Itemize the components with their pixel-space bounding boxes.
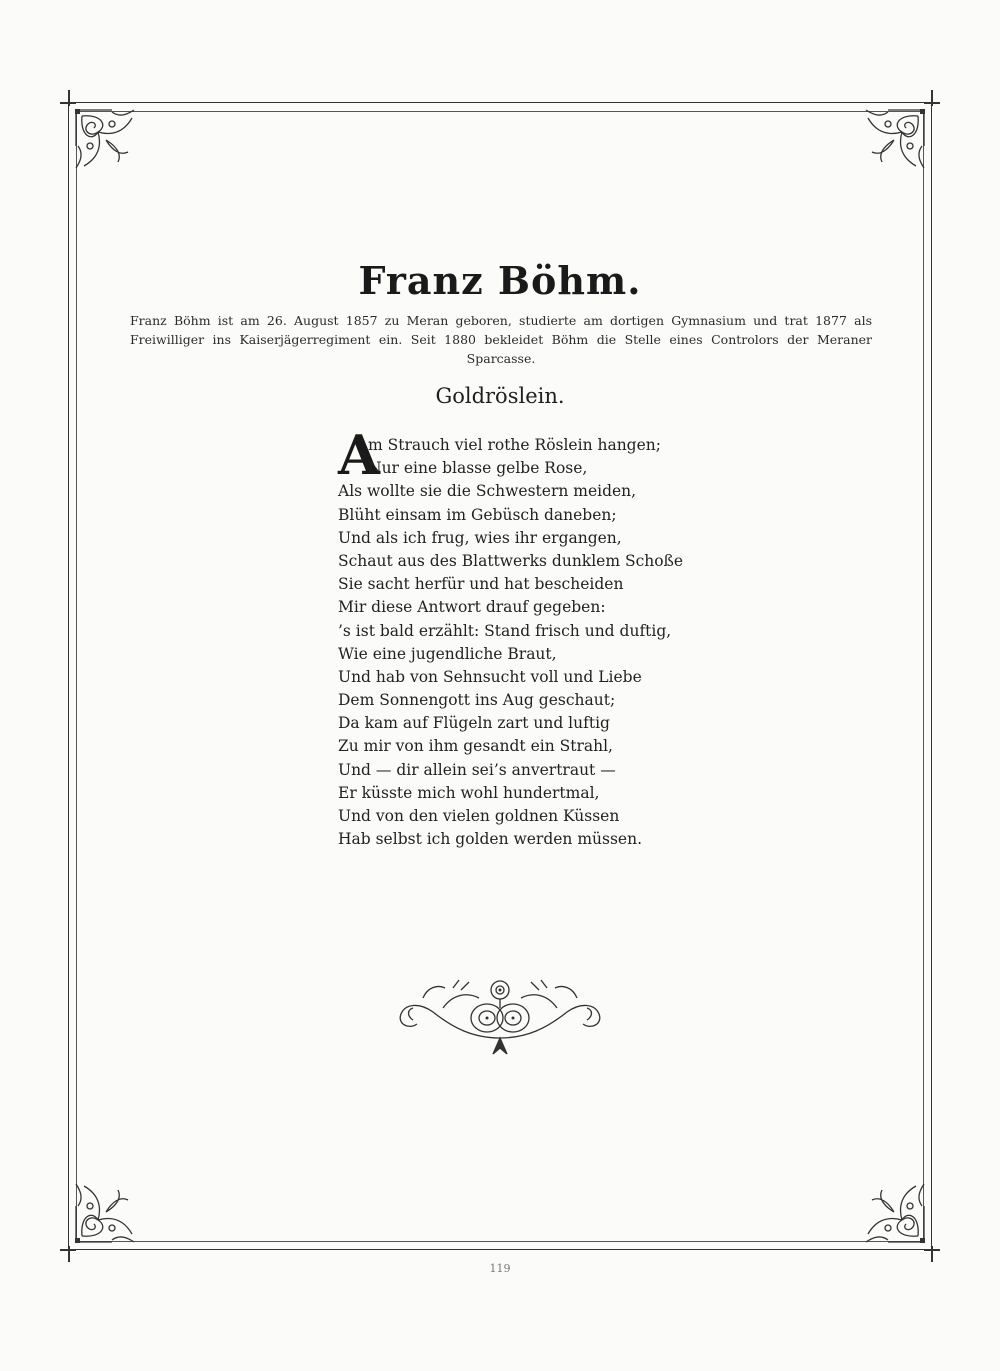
poem-line: Als wollte sie die Schwestern meiden,: [338, 482, 637, 501]
border-tick: [68, 1246, 70, 1262]
corner-ornament-icon: [72, 106, 150, 184]
poem-line: Und hab von Sehnsucht voll und Liebe: [338, 667, 642, 686]
floral-vignette-icon: [383, 968, 617, 1060]
page-title: Franz Böhm.: [358, 258, 642, 303]
border-tick: [68, 90, 70, 106]
poem-line: ’s ist bald erzählt: Stand frisch und duftig,: [338, 621, 672, 640]
poem-line: Sie sacht herfür und hat bescheiden: [338, 575, 624, 594]
poem-line: m Strauch viel rothe Röslein hangen;: [368, 436, 661, 454]
border-tick: [931, 90, 933, 106]
poem-line: Hab selbst ich golden werden müssen.: [338, 830, 643, 849]
poem-line: Zu mir von ihm gesandt ein Strahl,: [338, 737, 613, 756]
corner-ornament-icon: [72, 1168, 150, 1246]
poem-line: Er küsste mich wohl hundertmal,: [338, 783, 600, 802]
poem-line: Blüht einsam im Gebüsch daneben;: [338, 505, 617, 524]
poem-line: Und als ich frug, wies ihr ergangen,: [338, 528, 622, 547]
corner-ornament-icon: [850, 1168, 928, 1246]
border-tick: [931, 1246, 933, 1262]
poem-body: [338, 434, 758, 851]
poem-title: Goldröslein.: [435, 384, 565, 408]
poem-line: Wie eine jugendliche Braut,: [338, 644, 557, 663]
poem-line: Und — dir allein sei’s anvertraut —: [338, 760, 616, 779]
poem-line: Da kam auf Flügeln zart und luftig: [338, 714, 610, 733]
poem-line: Und von den vielen goldnen Küssen: [338, 807, 620, 825]
drop-cap: A: [338, 423, 380, 487]
poem-line: Nur eine blasse gelbe Rose,: [368, 459, 588, 478]
corner-ornament-icon: [850, 106, 928, 184]
poem-line: Dem Sonnengott ins Aug geschaut;: [338, 691, 616, 710]
author-bio: Franz Böhm ist am 26. August 1857 zu Meran geboren, studierte am dortigen Gymnasium und trat 1877 als Freiwilliger ins Kaiserjägerregiment ein. Seit 1880 bekleidet Böhm die Stelle eines Controlors der Meraner Sparcasse.: [130, 313, 872, 366]
page-number: 119: [489, 1262, 511, 1275]
poem-line: Schaut aus des Blattwerks dunklem Schoße: [338, 551, 684, 570]
poem-line: Mir diese Antwort drauf gegeben:: [338, 598, 606, 617]
